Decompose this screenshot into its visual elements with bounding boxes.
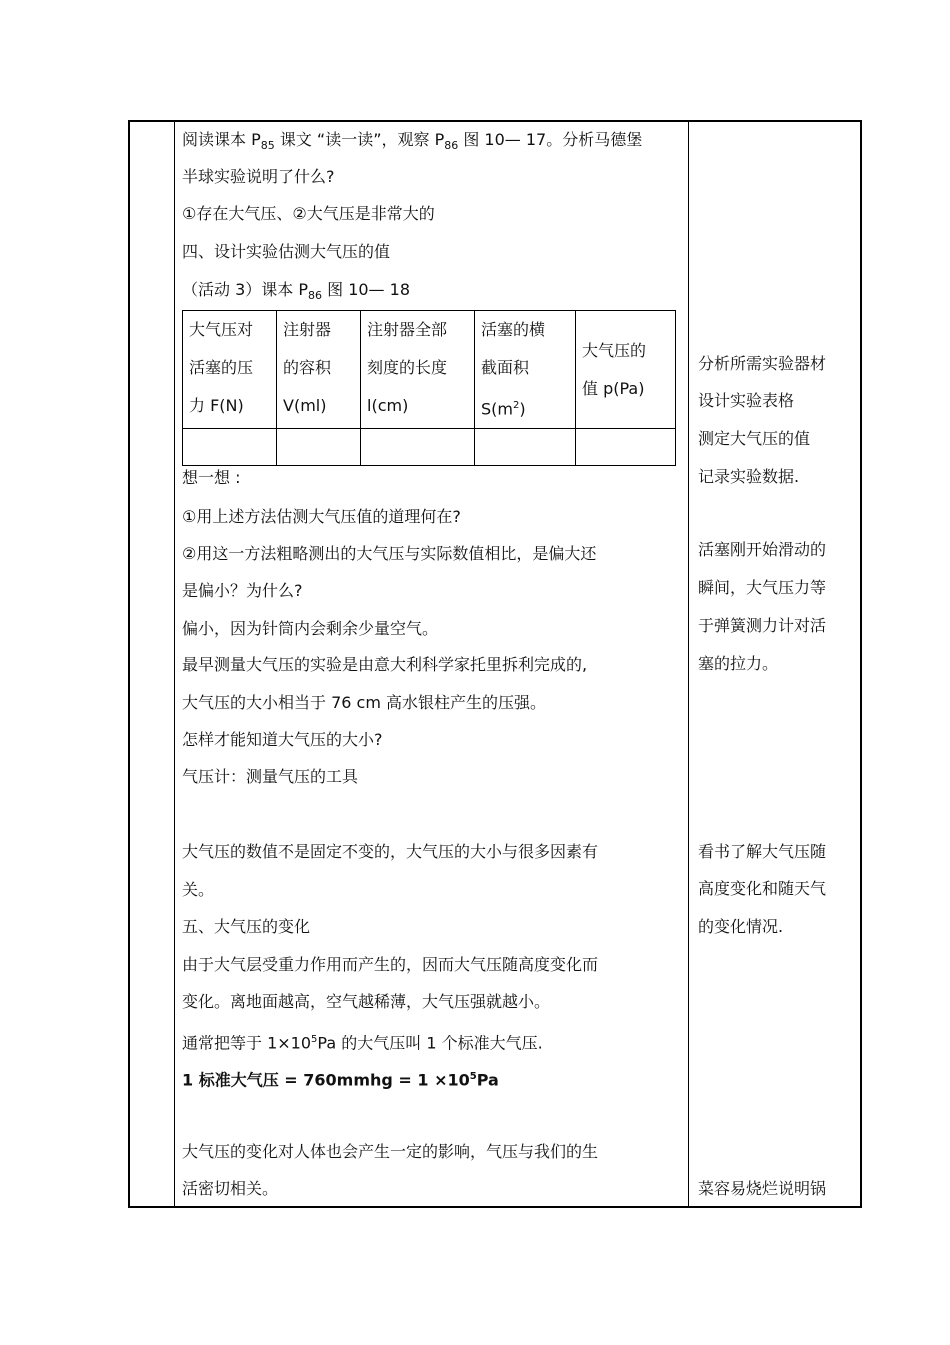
text-line: 活密切相关。 xyxy=(182,1179,279,1198)
text-line: 气压计：测量气压的工具 xyxy=(182,767,359,786)
note-line: 测定大气压的值 xyxy=(698,429,811,448)
table-empty-row xyxy=(183,429,676,466)
note-line: 塞的拉力。 xyxy=(698,654,779,673)
note-line: 看书了解大气压随 xyxy=(698,842,827,861)
text-line: 由于大气层受重力作用而产生的，因而大气压随高度变化而 xyxy=(182,955,599,974)
experiment-table xyxy=(182,310,676,466)
text-line: 想一想 : xyxy=(182,468,241,487)
note-line: 高度变化和随天气 xyxy=(698,879,827,898)
table-header-cell: 活塞的横 截面积 $S(m^2)$ xyxy=(475,311,576,429)
table-header-row xyxy=(183,311,676,429)
text-line: 大气压的变化对人体也会产生一定的影响，气压与我们的生 xyxy=(182,1142,599,1161)
note-line: 于弹簧测力计对活 xyxy=(698,616,827,635)
text-line: 1 标准大气压 = 760mmhg = $1 \times 10^5Pa$ xyxy=(182,1070,499,1090)
table-cell xyxy=(475,429,576,466)
note-line: 的变化情况. xyxy=(698,917,784,936)
text-line: 关。 xyxy=(182,880,215,899)
table-cell xyxy=(361,429,475,466)
text-line: 大气压的数值不是固定不变的，大气压的大小与很多因素有 xyxy=(182,842,599,861)
text-line: 变化。离地面越高，空气越稀薄，大气压强就越小。 xyxy=(182,992,551,1011)
text-line: ①存在大气压、②大气压是非常大的 xyxy=(182,204,435,223)
table-cell xyxy=(277,429,361,466)
table-header-cell: 大气压对 活塞的压 力 F(N) xyxy=(183,311,277,429)
table-cell xyxy=(576,429,676,466)
text-line: 阅读课本 $P_{85}$ 课文 “读一读”，观察 $P_{86}$ 图 10— 17。分析马德堡 xyxy=(182,130,643,153)
note-line: 瞬间，大气压力等 xyxy=(698,578,827,597)
table-header-cell: 大气压的 值 p(Pa) xyxy=(576,311,676,429)
text-line: ②用这一方法粗略测出的大气压与实际数值相比，是偏大还 xyxy=(182,544,597,563)
text-line: ①用上述方法估测大气压值的道理何在? xyxy=(182,507,461,526)
text-line: 大气压的大小相当于 76 cm 高水银柱产生的压强。 xyxy=(182,693,547,712)
text-line: 半球实验说明了什么? xyxy=(182,167,335,186)
table-cell xyxy=(183,429,277,466)
text-line: 最早测量大气压的实验是由意大利科学家托里拆利完成的, xyxy=(182,655,588,674)
table-header-cell: 注射器 的容积 V(ml) xyxy=(277,311,361,429)
text-line: 是偏小？为什么? xyxy=(182,581,303,600)
section-heading: 五、大气压的变化 xyxy=(182,917,311,936)
lesson-table xyxy=(128,120,862,1208)
table-header-cell: 注射器全部 刻度的长度 l(cm) xyxy=(361,311,475,429)
text-line: 怎样才能知道大气压的大小? xyxy=(182,730,383,749)
text-line: （活动 3）课本 $P_{86}$ 图 10— 18 xyxy=(182,280,410,303)
section-heading: 四、设计实验估测大气压的值 xyxy=(182,242,391,261)
note-line: 记录实验数据. xyxy=(698,467,800,486)
text-line: 通常把等于 $1\times 10^5Pa$ 的大气压叫 1 个标准大气压. xyxy=(182,1033,543,1053)
column-divider-2 xyxy=(688,122,689,1206)
note-line: 菜容易烧烂说明锅 xyxy=(698,1179,827,1198)
note-line: 设计实验表格 xyxy=(698,391,795,410)
column-divider-1 xyxy=(174,122,175,1206)
note-line: 活塞刚开始滑动的 xyxy=(698,540,827,559)
note-line: 分析所需实验器材 xyxy=(698,354,827,373)
text-line: 偏小，因为针筒内会剩余少量空气。 xyxy=(182,619,439,638)
